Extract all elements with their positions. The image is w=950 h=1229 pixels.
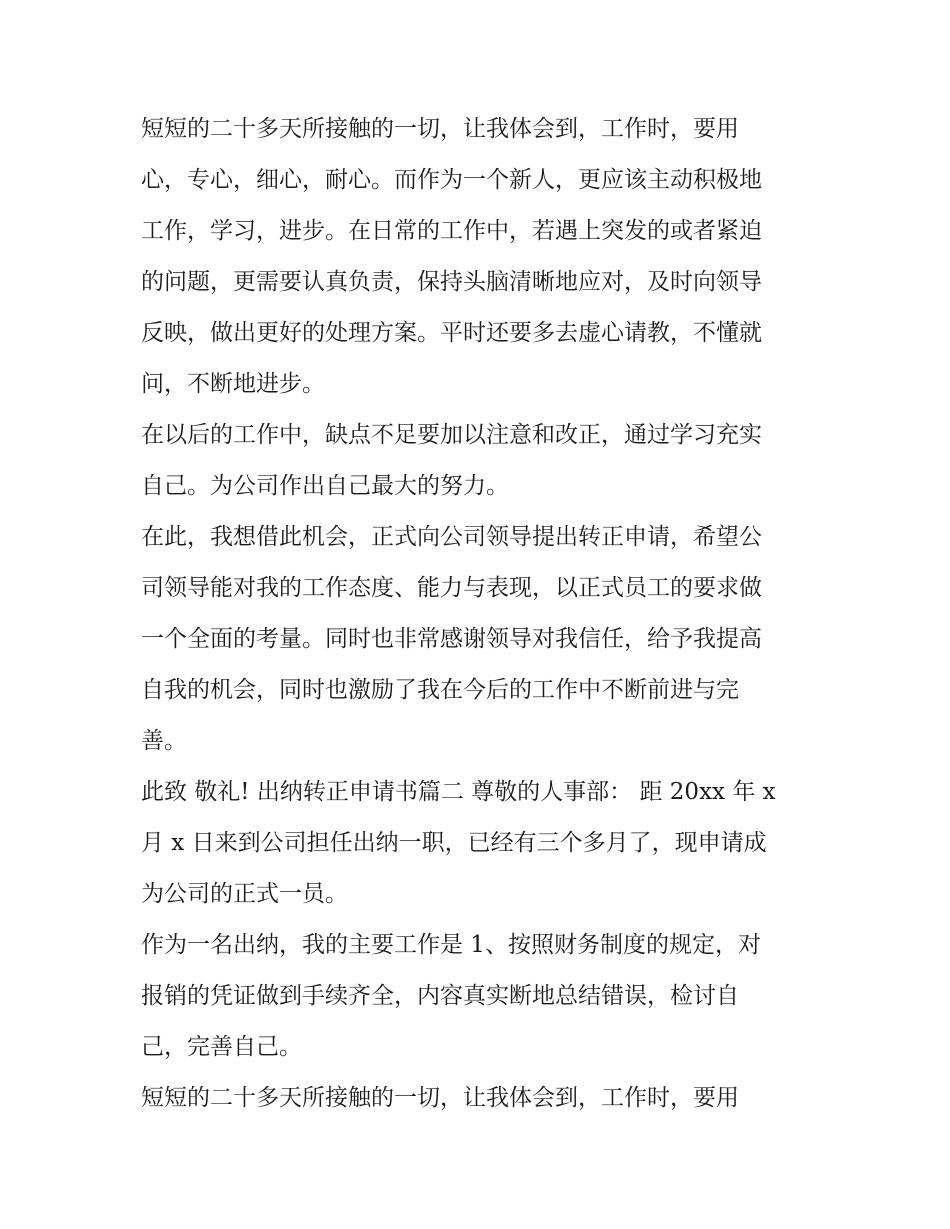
text-line: 司领导能对我的工作态度、能力与表现，以正式员工的要求做	[141, 575, 762, 601]
text-line: 自我的机会，同时也激励了我在今后的工作中不断前进与完	[141, 677, 739, 703]
text-line: 工作，学习，进步。在日常的工作中，若遇上突发的或者紧迫	[141, 218, 762, 244]
text-line: 月 x 日来到公司担任出纳一职，已经有三个多月了，现申请成	[141, 830, 767, 856]
text-line: 心，专心，细心，耐心。而作为一个新人，更应该主动积极地	[141, 167, 762, 193]
text-line: 反映，做出更好的处理方案。平时还要多去虚心请教，不懂就	[141, 320, 762, 346]
text-line: 己，完善自己。	[141, 1034, 302, 1060]
text-line: 的问题，更需要认真负责，保持头脑清晰地应对，及时向领导	[141, 269, 762, 295]
text-line: 问，不断地进步。	[141, 371, 325, 397]
text-line: 为公司的正式一员。	[141, 881, 348, 907]
text-line: 此致 敬礼! 出纳转正申请书篇二 尊敬的人事部： 距 20xx 年 x	[141, 779, 776, 805]
text-line: 在以后的工作中，缺点不足要加以注意和改正，通过学习充实	[141, 422, 762, 448]
text-line: 一个全面的考量。同时也非常感谢领导对我信任，给予我提高	[141, 626, 762, 652]
text-line: 短短的二十多天所接触的一切，让我体会到，工作时，要用	[141, 1085, 739, 1111]
text-line: 作为一名出纳，我的主要工作是 1、按照财务制度的规定，对	[141, 932, 761, 958]
text-line: 报销的凭证做到手续齐全，内容真实断地总结错误，检讨自	[141, 983, 739, 1009]
document-body	[141, 104, 813, 1124]
text-line: 善。	[141, 728, 187, 754]
text-line: 短短的二十多天所接触的一切，让我体会到，工作时，要用	[141, 116, 739, 142]
text-line: 在此，我想借此机会，正式向公司领导提出转正申请，希望公	[141, 524, 762, 550]
text-line: 自己。为公司作出自己最大的努力。	[141, 473, 509, 499]
